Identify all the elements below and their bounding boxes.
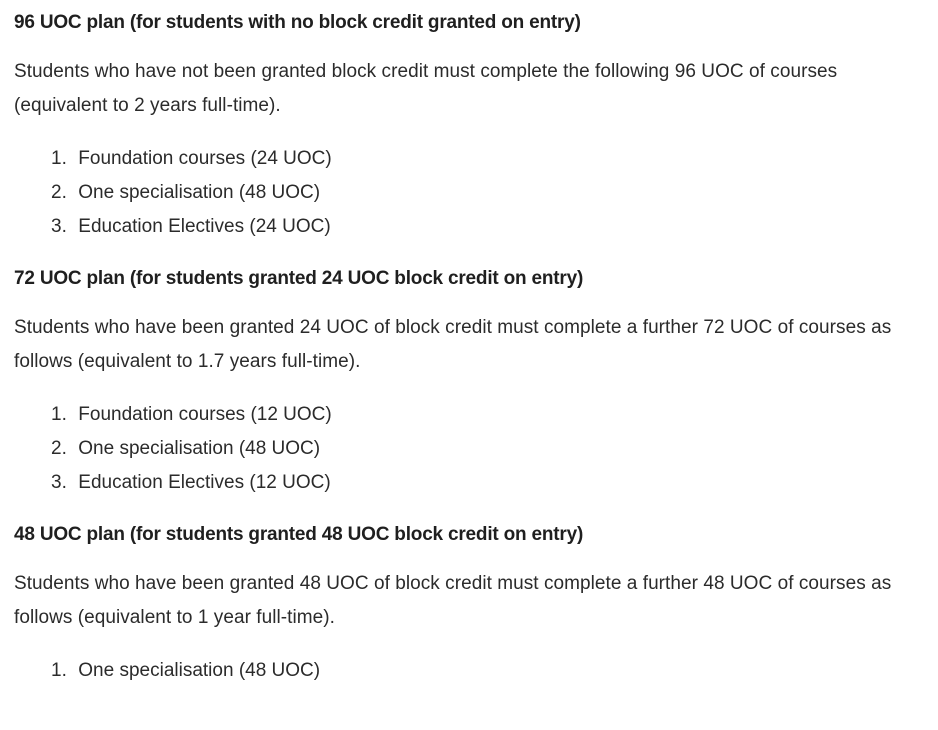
plan-96-uoc [14, 0, 924, 244]
list-item [51, 142, 924, 176]
list-item-number: 1. [51, 660, 67, 681]
plan-course-list [14, 398, 924, 500]
list-item [51, 432, 924, 466]
list-item [51, 176, 924, 210]
list-item-number: 1. [51, 148, 67, 169]
plan-description: Students who have been granted 24 UOC of block credit must complete a further 72 UOC of courses as follows (equivalent to 1.7 years full-time). [14, 317, 892, 372]
plan-heading: 72 UOC plan (for students granted 24 UOC block credit on entry) [14, 268, 584, 289]
plan-course-list [14, 654, 924, 688]
plan-heading: 48 UOC plan (for students granted 48 UOC block credit on entry) [14, 524, 584, 545]
list-item-text: Foundation courses (24 UOC) [78, 148, 332, 169]
list-item-number: 2. [51, 182, 67, 203]
plan-description: Students who have not been granted block credit must complete the following 96 UOC of courses (equivalent to 2 years full-time). [14, 61, 838, 116]
list-item [51, 210, 924, 244]
list-item-number: 2. [51, 438, 67, 459]
list-item [51, 654, 924, 688]
list-item-text: Education Electives (12 UOC) [78, 472, 331, 493]
list-item-number: 3. [51, 216, 67, 237]
list-item-number: 3. [51, 472, 67, 493]
plan-48-uoc [14, 512, 924, 688]
list-item-text: One specialisation (48 UOC) [78, 660, 321, 681]
plan-description: Students who have been granted 48 UOC of block credit must complete a further 48 UOC of courses as follows (equivalent to 1 year full-time). [14, 573, 892, 628]
plan-course-list [14, 142, 924, 244]
list-item-text: Education Electives (24 UOC) [78, 216, 331, 237]
list-item [51, 398, 924, 432]
list-item-text: One specialisation (48 UOC) [78, 438, 321, 459]
plan-72-uoc [14, 256, 924, 500]
plan-heading: 96 UOC plan (for students with no block credit granted on entry) [14, 12, 581, 33]
list-item-text: Foundation courses (12 UOC) [78, 404, 332, 425]
list-item-number: 1. [51, 404, 67, 425]
list-item [51, 466, 924, 500]
list-item-text: One specialisation (48 UOC) [78, 182, 321, 203]
